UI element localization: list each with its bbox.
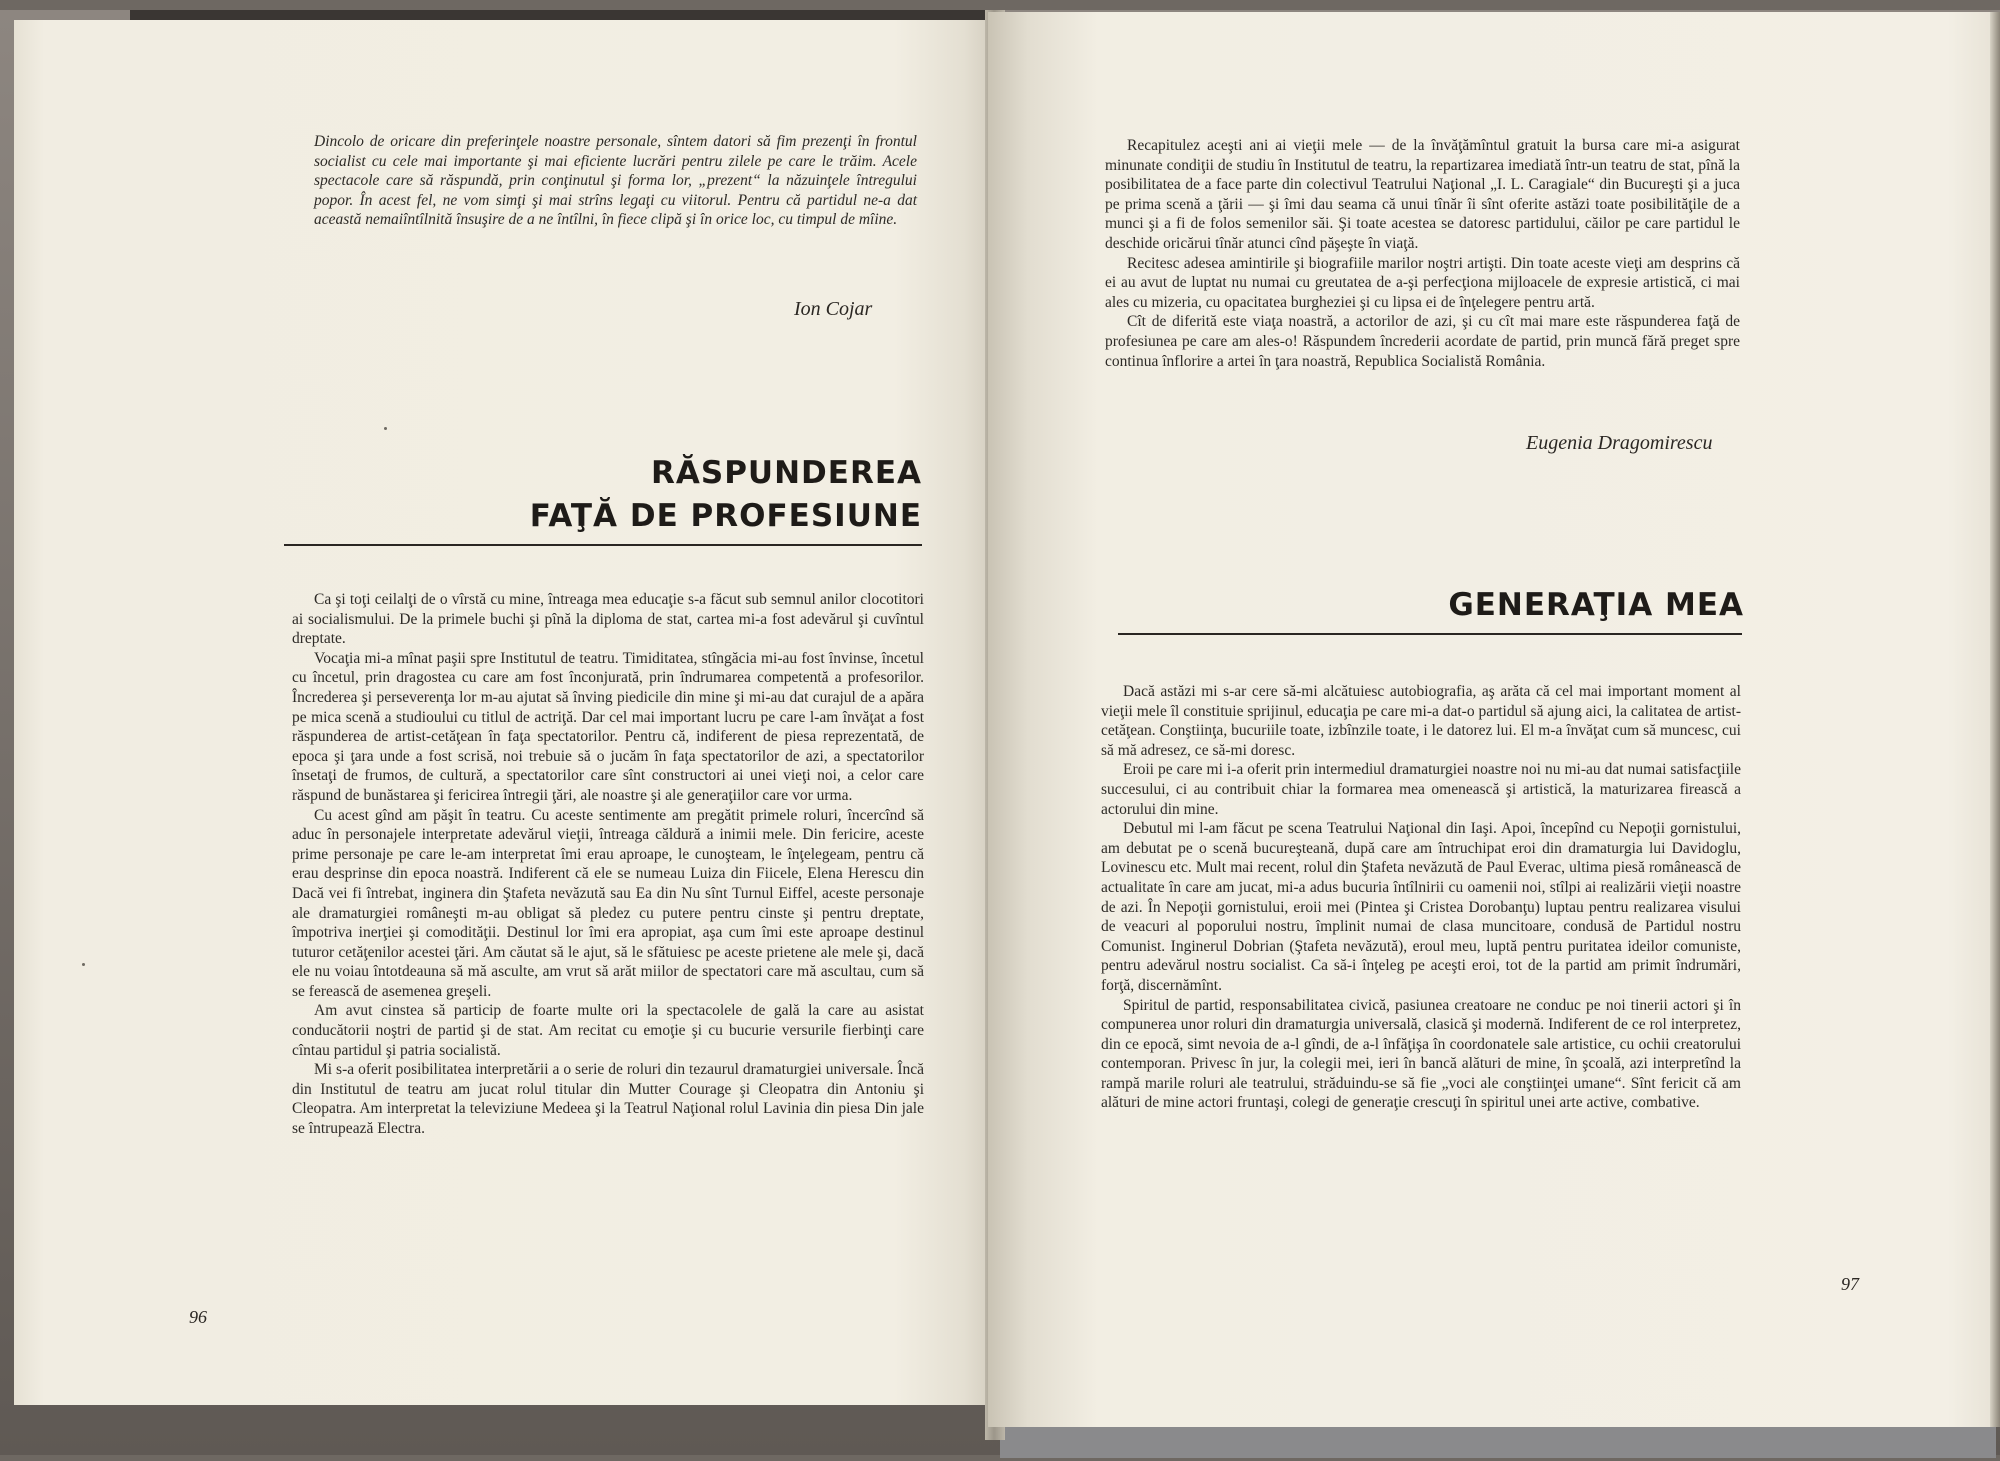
paper-speck bbox=[82, 963, 85, 966]
title-rule-left bbox=[284, 544, 922, 546]
intro-text: Dincolo de oricare din preferinţele noastre personale, sîntem datori să fim prezenţi în frontul socialist cu cele mai importante şi mai eficiente lucrări pentru zilele pe care le trăim. Acele spectacole care să răspundă, prin conţinutul şi forma lor, „prezent“ la năzuinţele întregului popor. În acest fel, ne vom simţi şi mai strîns legaţi cu viitorul. Pentru că partidul ne-a dat această nemaiîntîlnită însuşire de a ne întîlni, în fiece clipă şi în orice loc, cu timpul de mîine. bbox=[314, 133, 917, 229]
intro-author: Ion Cojar bbox=[794, 298, 873, 320]
left-page bbox=[14, 20, 1000, 1405]
paragraph: Am avut cinstea să particip de foarte multe ori la spectacolele de gală la care au asistat conducătorii noştri de partid şi de stat. Am recitat cu emoţie şi cu bucurie versurile fierbinţi care cîntau partidul şi patria socialistă. bbox=[292, 1002, 924, 1059]
paragraph: Vocaţia mi-a mînat paşii spre Institutul de teatru. Timiditatea, stîngăcia mi-au fost învinse, încetul cu încetul, prin dragostea cu care am fost înconjurată, prin îndrumarea competentă a profesorilor. Încrederea şi perseverenţa lor m-au ajutat să înving piedicile din mine şi mi-au dat curajul de a apăra pe mica scenă a studioului cu titlul de actriţă. Dar cel mai important lucru pe care l-am învăţat a fost răspunderea de artist-cetăţean în faţa spectatorilor. Pentru că, indiferent de piesa reprezentată, de epoca şi ţara unde a fost scrisă, noi trebuie să o jucăm în faţa spectatorilor de azi, a spectatorilor însetaţi de frumos, de cultură, a spectatorilor care sînt constructori ai unei vieţi noi, a celor care răspund de bunăstarea şi fericirea întregii ţări, ale noastre şi ale generaţiilor care vor urma. bbox=[292, 649, 924, 804]
title-rule-right bbox=[1118, 633, 1742, 635]
paragraph: Dacă astăzi mi s-ar cere să-mi alcătuiesc autobiografia, aş arăta că cel mai important moment al vieţii mele îl constituie sprijinul, educaţia pe care mi-a dat-o partidul să ajung aici, la calitatea de artist-cetăţean. Conştiinţa, bucuriile toate, izbînzile toate, i le datorez lui. El m-a învăţat cum să muncesc, cui să mă adresez, ce să-mi doresc. bbox=[1101, 683, 1741, 759]
paragraph: Mi s-a oferit posibilitatea interpretării a o serie de roluri din tezaurul dramaturgiei universale. Încă din Institutul de teatru am jucat rolul titular din Mutter Courage şi Cleopatra din Antoniu şi Cleopatra. Am interpretat la televiziune Medeea şi la Teatrul Naţional rolul Lavinia din piesa Din jale se întrupează Electra. bbox=[292, 1061, 924, 1138]
paragraph: Cu acest gînd am păşit în teatru. Cu aceste sentimente am pregătit primele roluri, încercînd să aduc în personajele interpretate adevărul vieţii, întreaga căldură a inimii mele. Din fericire, aceste prime personaje pe care le-am interpretat îmi erau aproape, le cunoşteam, le înţelegeam, pentru că erau desprinse din epoca noastră. Indiferent că ele se numeau Luiza din Fiicele, Elena Herescu din Dacă vei fi întrebat, inginera din Ştafeta nevăzută sau Ea din Nu sînt Turnul Eiffel, aceste personaje ale dramaturgiei româneşti m-au obligat să pledez cu putere pentru cinste şi pentru dreptate, împotriva inerţiei şi comodităţii. Destinul lor îmi era apropiat, aşa cum îmi este aproape destinul tuturor cetăţenilor acestei ţări. Am căutat să le ajut, să le sfătuiesc pe aceste prietene ale mele şi, dacă ele nu voiau întotdeauna să mă asculte, am vrut să arăt miilor de spectatori care mă ascultau, cum să se ferească de asemenea greşeli. bbox=[292, 806, 924, 1000]
page-number-right: 97 bbox=[1841, 1274, 1859, 1294]
paper-speck bbox=[384, 427, 387, 430]
title-line-1: RĂSPUNDEREA bbox=[651, 455, 922, 491]
article-title-left bbox=[284, 452, 922, 538]
intro-paragraph bbox=[314, 132, 917, 230]
article-title-right: GENERAŢIA MEA bbox=[1448, 587, 1744, 623]
right-page bbox=[988, 12, 1992, 1427]
paragraph: Spiritul de partid, responsabilitatea civică, pasiunea creatoare ne conduc pe noi tinerii actori şi în compunerea unor roluri din dramaturgia universală, clasică şi modernă. Indiferent de ce rol interpretez, din ce epocă, simt nevoia de a-l gîndi, de a-l înfăţişa în coordonatele sale artistice, cu ochii creatorului contemporan. Privesc în jur, la colegii mei, ieri în bancă alături de mine, în şcoală, azi interpretînd la rampă marile roluri ale teatrului, străduindu-se să fie „voci ale conştiinţei umane“. Sînt fericit că am alături de mine actori fruntaşi, colegi de generaţie crescuţi în spiritul unei arte active, combative. bbox=[1101, 996, 1741, 1112]
article-body-left bbox=[292, 590, 924, 1139]
article-body-right bbox=[1101, 682, 1741, 1113]
paragraph: Recapitulez aceşti ani ai vieţii mele — de la învăţămîntul gratuit la bursa care mi-a asigurat minunate condiţii de studiu în Institutul de teatru, la repartizarea imediată într-un teatru de stat, pînă la posibilitatea de a face parte din colectivul Teatrului Naţional „I. L. Caragiale“ din Bucureşti şi a juca pe prima scenă a ţării — şi îmi dau seama că unui tînăr îi sînt oferite astăzi toate posibilităţile de a munci şi a fi de folos semenilor săi. Şi toate acestea se datoresc partidului, căilor pe care partidul le deschide oricărui tînăr atunci cînd păşeşte în viaţă. bbox=[1105, 137, 1740, 252]
page-number-left: 96 bbox=[189, 1307, 207, 1327]
paragraph: Ca şi toţi ceilalţi de o vîrstă cu mine, întreaga mea educaţie s-a făcut sub semnul anilor clocotitori ai socialismului. De la primele buchi şi pînă la diploma de stat, cartea mi-a fost adevărul şi cuvîntul dreptate. bbox=[292, 591, 924, 648]
paragraph: Recitesc adesea amintirile şi biografiile marilor noştri artişti. Din toate aceste vieţi am desprins că ei au avut de luptat nu numai cu greutatea de a-şi perfecţiona mijloacele de expresie artistică, ci mai ales cu mizeria, cu opacitatea burgheziei şi cu lipsa ei de înţelegere pentru artă. bbox=[1105, 254, 1740, 311]
title-line-2: FAŢĂ DE PROFESIUNE bbox=[529, 498, 922, 534]
paragraph: Cît de diferită este viaţa noastră, a actorilor de azi, şi cu cît mai mare este răspunderea faţă de profesiunea pe care am ales-o! Răspundem încrederii acordate de partid, prin muncă fără preget spre continua înflorire a artei în ţara noastră, Republica Socialistă România. bbox=[1105, 313, 1740, 370]
paragraph: Eroii pe care mi i-a oferit prin intermediul dramaturgiei noastre noi nu mi-au dat numai satisfacţiile succesului, ci au contribuit chiar la formarea mea omenească şi artistică, la maturizarea firească a actorului din mine. bbox=[1101, 761, 1741, 818]
article-end-right bbox=[1105, 136, 1740, 371]
page-edge-right bbox=[1990, 12, 2000, 1427]
article-author-right: Eugenia Dragomirescu bbox=[1526, 432, 1713, 454]
paragraph: Debutul mi l-am făcut pe scena Teatrului Naţional din Iaşi. Apoi, începînd cu Nepoţii gornistului, am debutat pe o scenă bucureşteană, după care am întruchipat eroi din dramaturgia lui Davidoglu, Lovinescu etc. Mult mai recent, rolul din Ştafeta nevăzută de Paul Everac, ultima piesă românească de actualitate în care am jucat, mi-a adus bucuria întîlnirii cu oamenii noi, stîlpi ai realizării vieţii noastre de azi. În Nepoţii gornistului, eroii mei (Pintea şi Cristea Dorobanţu) luptau pentru realizarea visului de veacuri al poporului nostru, împlinit numai de clasa muncitoare, condusă de Partidul nostru Comunist. Inginerul Dobrian (Ştafeta nevăzută), eroul meu, luptă pentru puritatea ideilor comuniste, pentru adevărul nostru socialist. Ca să-i înţeleg pe aceşti eroi, tot de la partid am primit îndrumări, forţă, discernămînt. bbox=[1101, 820, 1741, 994]
